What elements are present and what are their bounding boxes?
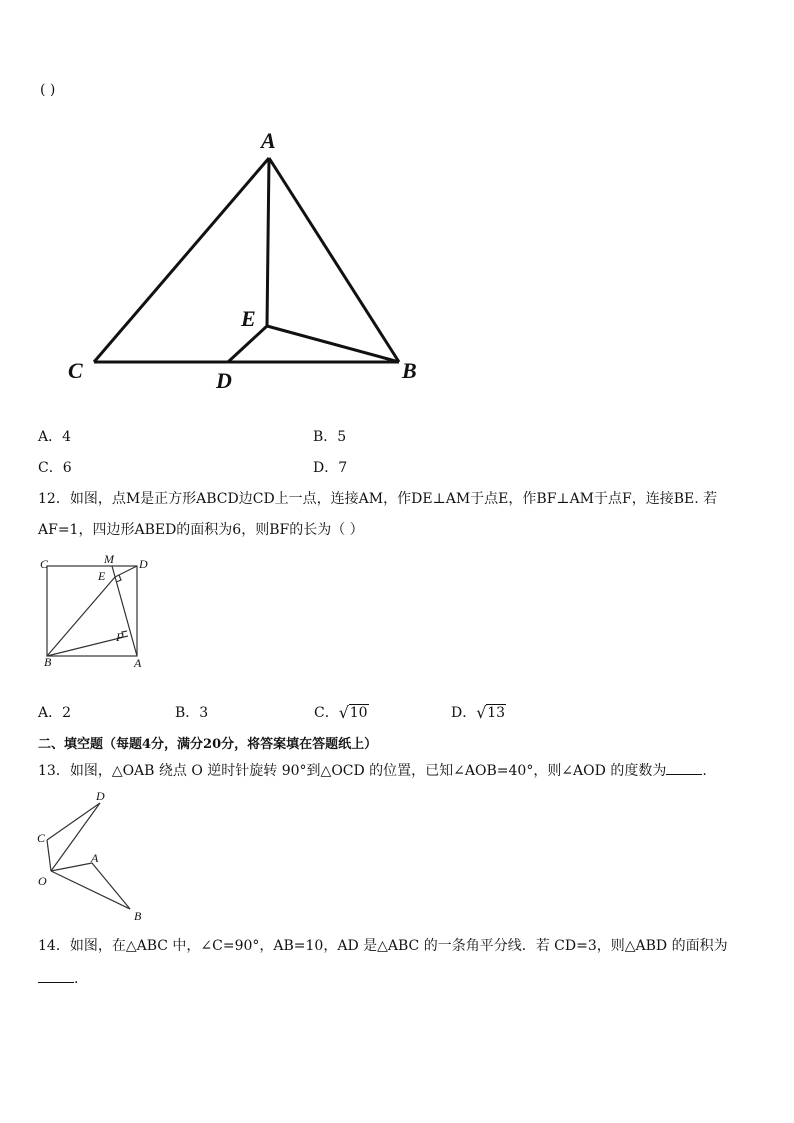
q13-segment-cd — [47, 803, 100, 840]
q12-label-a: A — [134, 656, 142, 670]
q11-option-b: B．5 — [313, 429, 347, 445]
q12-text-line1: 12．如图，点M是正方形ABCD边CD上一点，连接AM，作DE⊥AM于点E，作BF⊥AM于点F，连接BE. 若 — [38, 491, 718, 507]
q11-option-a: A．4 — [38, 429, 72, 445]
q12-text-line2: AF=1，四边形ABED的面积为6，则BF的长为（ ） — [38, 522, 364, 538]
q13-text: 13．如图，△OAB 绕点 O 逆时针旋转 90°到△OCD 的位置，已知∠AOB=40°，则∠AOD 的度数为 . — [38, 763, 707, 779]
q11-answer-paren: ( ) — [40, 82, 56, 98]
q13-label-d: D — [96, 789, 105, 803]
q13-segment-ob — [51, 871, 130, 909]
sqrt-symbol: √ 10 — [338, 703, 368, 722]
q11-option-d: D．7 — [313, 460, 348, 476]
q12-label-c: C — [40, 557, 49, 571]
q14-answer-blank[interactable] — [38, 968, 74, 983]
q13-segment-oa — [51, 863, 92, 871]
q11-label-b: B — [402, 358, 417, 383]
q13-label-o: O — [38, 874, 47, 888]
q12-label-e: E — [98, 569, 106, 583]
q12-option-c: C． √ 10 — [314, 703, 368, 722]
q13-label-b: B — [134, 909, 142, 923]
q12-label-f: F — [116, 630, 124, 644]
q12-option-a: A．2 — [38, 705, 72, 721]
q11-option-c: C．6 — [38, 460, 72, 476]
q12-label-m: M — [104, 552, 114, 566]
q12-option-d: D． √ 13 — [451, 703, 506, 722]
section-title: 二、填空题（每题4分，满分20分，将答案填在答题纸上） — [38, 737, 378, 752]
q14-text: 14．如图，在△ABC 中，∠C=90°，AB=10，AD 是△ABC 的一条角平分线．若 CD=3，则△ABD 的面积为 — [38, 938, 728, 954]
q12-label-b: B — [44, 655, 52, 669]
q13-label-a: A — [91, 851, 99, 865]
q11-label-c: C — [68, 358, 83, 383]
q12-label-d: D — [139, 557, 148, 571]
q11-label-d: D — [216, 368, 232, 393]
q14-answer-line: . — [38, 968, 78, 987]
q12-option-b: B．3 — [175, 705, 209, 721]
q13-segment-ab — [92, 863, 130, 909]
q11-label-a: A — [261, 128, 276, 153]
q11-label-e: E — [241, 306, 256, 331]
q13-segment-oc — [47, 840, 51, 871]
sqrt-symbol: √ 13 — [476, 703, 506, 722]
q13-label-c: C — [37, 831, 46, 845]
